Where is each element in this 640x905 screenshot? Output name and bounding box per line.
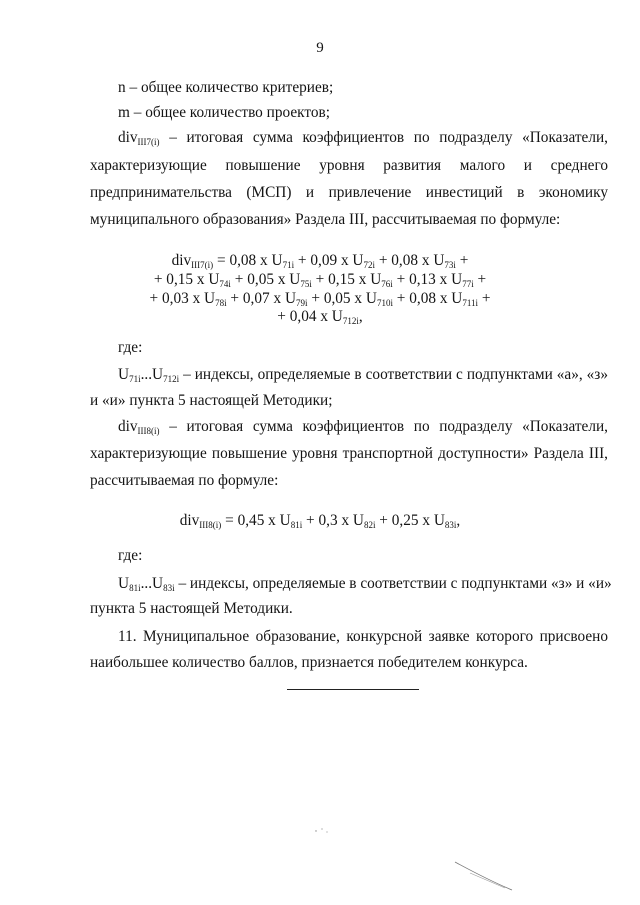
where-label-1: где: [118,339,143,356]
formula-term: 0,03 x $U_{78i}$ [161,290,227,308]
item-11-line-1: 11. Муниципальное образование, конкурсной заявке которого присвоено [118,628,608,645]
formula-2-terms: 0,45 x $U_{81i} + 0,3$ x $U_{82i} + 0,25$ x $U_{83i}$ [237,512,457,530]
formula-1-terms: 0,08 x $U_{71i} + 0,09$ x $U_{72i} + 0,08$ x $U_{73i}$ [229,252,456,270]
div117-paragraph-line-2: характеризующие повышение уровня развития малого и среднего [90,157,608,174]
formula-term: 0,07 x $U_{79i}$ [242,290,308,308]
scan-stroke [470,873,505,888]
formula-term: 0,15 x $U_{74i}$ [166,271,231,289]
u71-range: $U_{71i}...U_{712i}$ [118,366,180,384]
div118-paragraph-line-2: характеризующие повышение уровня транспортной доступности» Раздела III, [90,445,608,462]
formula-term: 0,13 x $U_{77i}$ [409,271,474,289]
div118-symbol: div$_{III8(i)}$ [118,418,160,436]
u81-paragraph-line-2: пункта 5 настоящей Методики. [90,600,293,617]
formula-term: 0,25 x $U_{83i}$ [391,512,457,530]
formula-1-line-2: + 0,15 x $U_{74i} + 0,05$ x $U_{75i} + 0,15$ x $U_{76i} + 0,13$ x $U_{77i}$ + [153,271,487,289]
scan-stroke [455,862,512,890]
scan-speck [326,831,327,832]
formula-1-line-1: div$_{III7(i)}$ = 0,08 x $U_{71i} + 0,09$ x $U_{72i} + 0,08$ x $U_{73i}$ + [171,252,469,270]
u81-paragraph-line-1: $U_{81i}...U_{83i}$ – индексы, определяемые в соответствии с подпунктами «з» и «и» [118,575,612,593]
formula-term: 0,08 x $U_{711i}$ [409,290,479,308]
definition-n: n – общее количество критериев; [118,79,334,96]
scan-speck [321,828,322,829]
div118-paragraph-line-1: div$_{III8(i)}$ – итоговая сумма коэффициентов по подразделу «Показатели, [118,418,608,436]
div118-paragraph-line-3: рассчитываемая по формуле: [90,472,279,489]
formula-1-line-4: + 0,04 x $U_{712i}$, [277,308,363,326]
page-number: 9 [316,40,324,56]
formula-1-terms: 0,15 x $U_{74i} + 0,05$ x $U_{75i} + 0,15$ x $U_{76i} + 0,13$ x $U_{77i}$ [166,271,474,289]
formula-term: 0,05 x $U_{710i}$ [323,290,393,308]
closing-rule [287,689,419,690]
u71-paragraph-line-1: $U_{71i}...U_{712i}$ – индексы, определяемые в соответствии с подпунктами «а», «з» [118,366,608,384]
definition-m: m – общее количество проектов; [118,104,330,121]
formula-2: div$_{III8(i)}$ = 0,45 x $U_{81i} + 0,3$ x $U_{82i} + 0,25$ x $U_{83i}$, [179,512,461,530]
formula-term: 0,05 x $U_{75i}$ [247,271,312,289]
formula-1-terms [290,308,359,325]
formula-term: 0,09 x $U_{72i}$ [310,252,375,270]
where-label-2: где: [118,547,143,564]
u81-range: $U_{81i}...U_{83i}$ [118,575,175,593]
formula-1-lhs: div$_{III7(i)}$ = [171,252,230,270]
item-11-line-2: наибольшее количество баллов, признается победителем конкурса. [90,654,528,671]
formula-term: 0,08 x $U_{71i}$ [229,252,295,270]
div117-paragraph-line-1: div$_{III7(i)}$ – итоговая сумма коэффициентов по подразделу «Показатели, [118,129,608,147]
div117-paragraph-line-3: предпринимательства (МСП) и привлечение инвестиций в экономику [90,184,608,201]
formula-term: 0,04 x $U_{712i}$ [289,308,359,326]
formula-term: 0,15 x $U_{76i}$ [328,271,393,289]
formula-term: 0,08 x $U_{73i}$ [391,252,456,270]
div117-symbol: div$_{III7(i)}$ [118,129,160,147]
div117-paragraph-line-4: муниципального образования» Раздела III, рассчитываемая по формуле: [90,211,561,228]
formula-1-terms: 0,03 x $U_{78i} + 0,07$ x $U_{79i} + 0,05$ x $U_{710i} + 0,08$ x $U_{711i}$ [161,290,479,308]
scan-speck [315,830,316,831]
u71-paragraph-line-2: и «и» пункта 5 настоящей Методики; [90,392,333,409]
formula-term: 0,3 x $U_{82i}$ [318,512,376,530]
formula-term: 0,45 x $U_{81i}$ [237,512,303,530]
formula-2-lhs: div$_{III8(i)}$ = [179,512,238,530]
formula-1-line-3: + 0,03 x $U_{78i} + 0,07$ x $U_{79i} + 0,05$ x $U_{710i} + 0,08$ x $U_{711i}$ + [149,290,491,308]
